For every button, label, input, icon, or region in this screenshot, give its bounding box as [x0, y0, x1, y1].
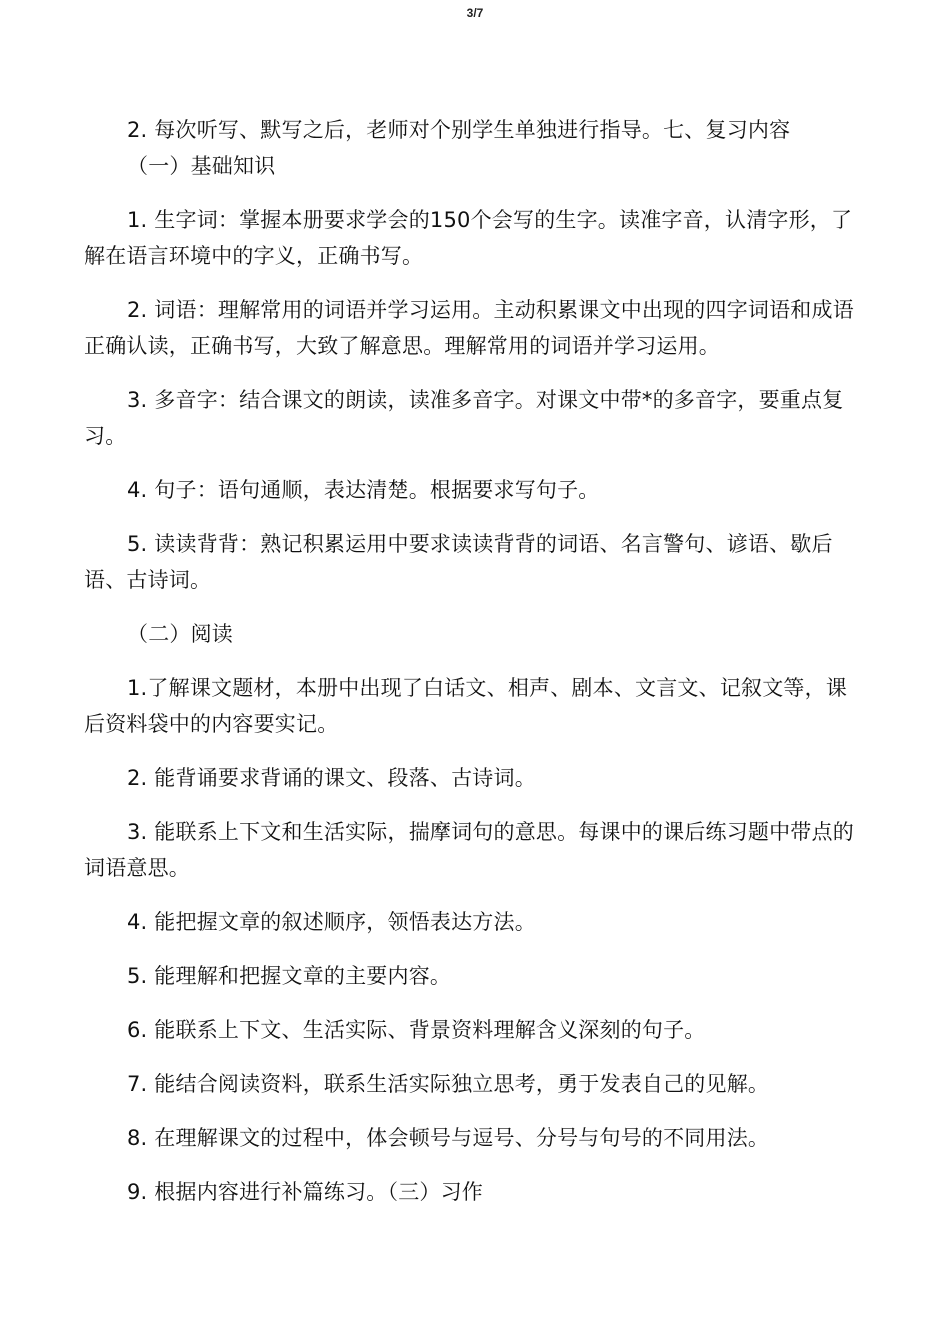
list-item-reading-7: 7. 能结合阅读资料，联系生活实际独立思考，勇于发表自己的见解。 [127, 1072, 770, 1096]
list-item-reading-5: 5. 能理解和把握文章的主要内容。 [127, 964, 452, 988]
list-item-reading-9: 9. 根据内容进行补篇练习。（三）习作 [127, 1180, 484, 1204]
page-number: 3/7 [466, 6, 484, 20]
list-item-sentences: 4. 句子：语句通顺，表达清楚。根据要求写句子。 [127, 478, 600, 502]
list-item-reading-4: 4. 能把握文章的叙述顺序，领悟表达方法。 [127, 910, 536, 934]
document-body [84, 112, 866, 1228]
list-item-new-characters: 1. 生字词：掌握本册要求学会的150个会写的生字。读准字音，认清字形，了解在语言环境中的字义，正确书写。 [84, 208, 853, 268]
list-item-polyphonic-characters: 3. 多音字：结合课文的朗读，读准多音字。对课文中带*的多音字，要重点复习。 [84, 388, 844, 448]
list-item-reading-6: 6. 能联系上下文、生活实际、背景资料理解含义深刻的句子。 [127, 1018, 706, 1042]
list-item-reading-8: 8. 在理解课文的过程中，体会顿号与逗号、分号与句号的不同用法。 [127, 1126, 770, 1150]
list-item-reading-1: 1.了解课文题材，本册中出现了白话文、相声、剧本、文言文、记叙文等，课后资料袋中的内容要实记。 [84, 676, 848, 736]
list-item-vocabulary: 2. 词语：理解常用的词语并学习运用。主动积累课文中出现的四字词语和成语正确认读，正确书写，大致了解意思。理解常用的词语并学习运用。 [84, 298, 854, 358]
paragraph-dictation-guidance: 2. 每次听写、默写之后，老师对个别学生单独进行指导。七、复习内容 [127, 118, 791, 142]
list-item-reading-2: 2. 能背诵要求背诵的课文、段落、古诗词。 [127, 766, 536, 790]
list-item-recitation: 5. 读读背背：熟记积累运用中要求读读背背的词语、名言警句、谚语、歇后语、古诗词。 [84, 532, 833, 592]
section-heading-basic-knowledge: （一）基础知识 [127, 154, 276, 178]
list-item-reading-3: 3. 能联系上下文和生活实际，揣摩词句的意思。每课中的课后练习题中带点的词语意思。 [84, 820, 854, 880]
section-heading-reading: （二）阅读 [127, 622, 233, 646]
